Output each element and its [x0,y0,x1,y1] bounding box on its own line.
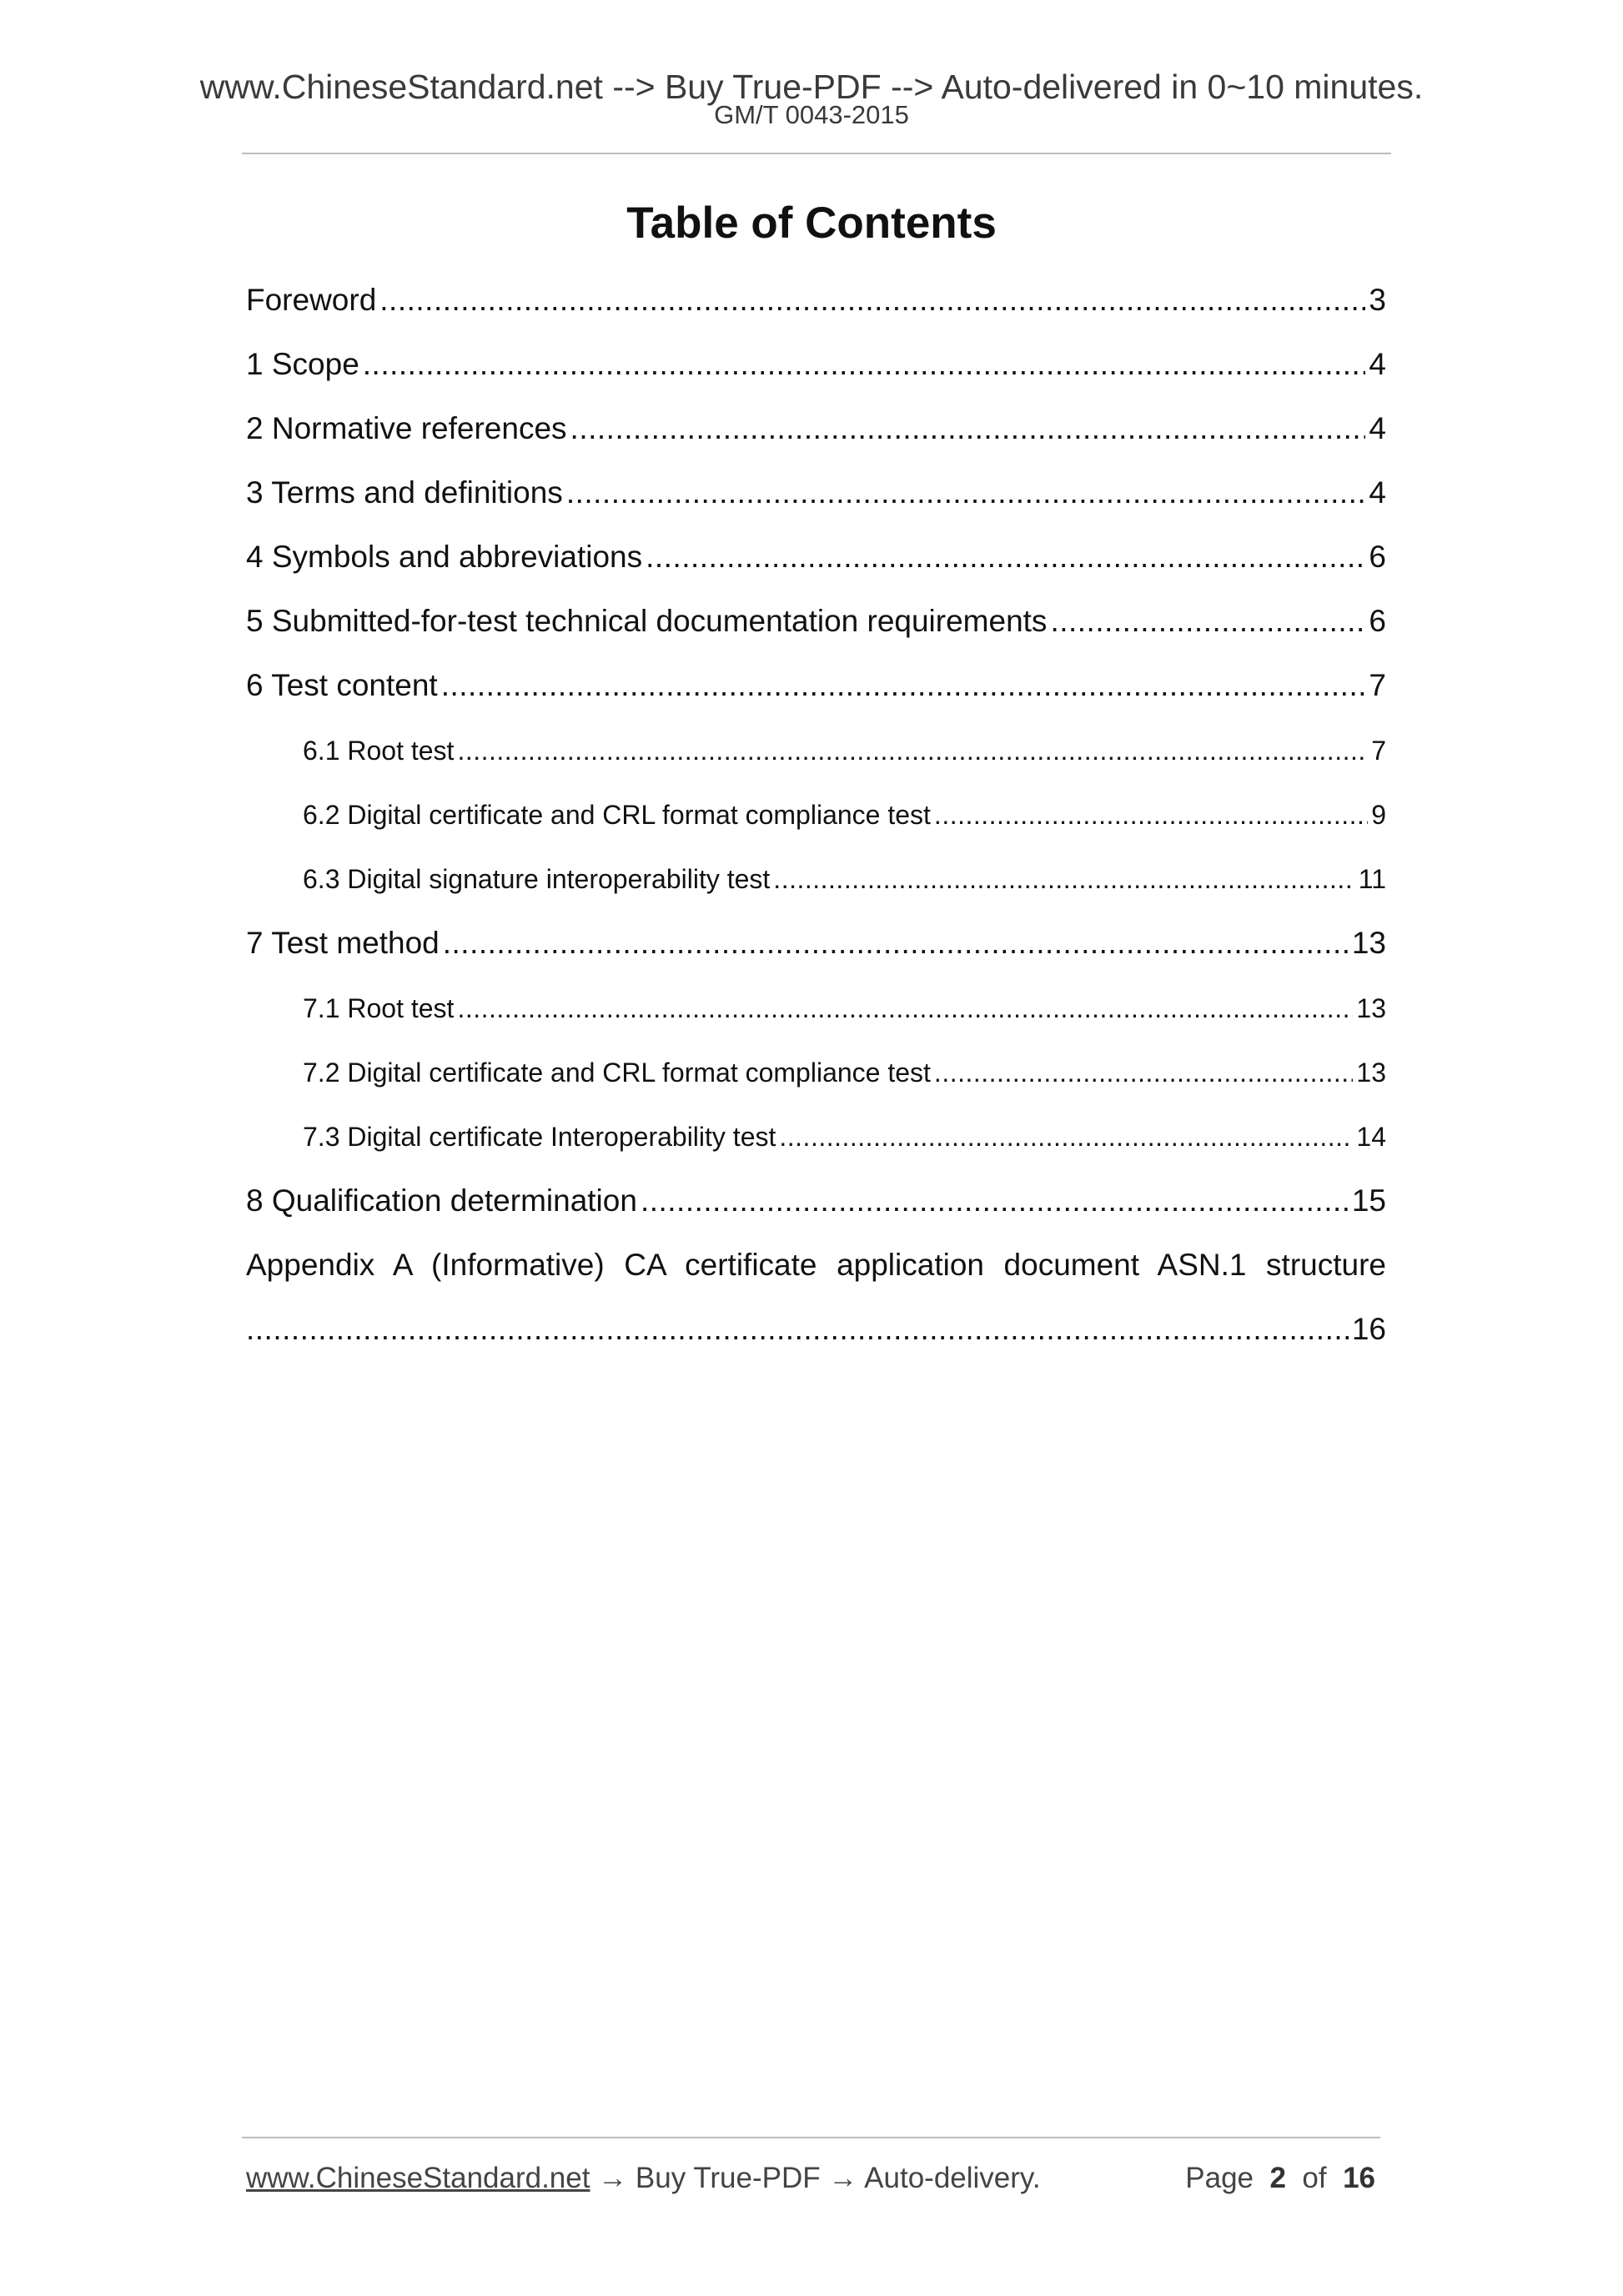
toc-entry-page: 4 [1369,411,1386,445]
page-title: Table of Contents [626,198,997,248]
toc-entry-page: 4 [1369,347,1386,381]
page-counter [1185,2162,1375,2195]
toc-entry-7-3-interoperability[interactable] [303,1121,1386,1153]
toc-entry-7-2-format-compliance[interactable] [303,1057,1386,1088]
toc-entry-label: 7 Test method [246,926,440,960]
toc-entry-page: 7 [1369,668,1386,702]
toc-entry-page: 14 [1356,1122,1386,1152]
toc-entry-label: 7.1 Root test [303,993,455,1023]
toc-entry-label: 6.1 Root test [303,736,455,766]
toc-entry-foreword[interactable] [246,282,1386,319]
toc-entry-appendix-a[interactable]: Appendix A (Informative) CA certificate application document ASN.1 structure [246,1248,1386,1282]
toc-entry-label: 7.2 Digital certificate and CRL format compliance test [303,1058,931,1088]
toc-entry-page: 6 [1369,604,1386,638]
toc-entry-page: 4 [1369,475,1386,510]
toc-entry-label: 4 Symbols and abbreviations [246,540,643,574]
standard-number: GM/T 0043-2015 [714,100,909,129]
toc-entry-page: 15 [1351,1183,1386,1218]
toc-entry-label: 8 Qualification determination [246,1183,637,1218]
page-total: 16 [1343,2162,1375,2194]
toc-entry-6-3-interoperability[interactable] [303,863,1386,895]
toc-entry-normative-references[interactable] [246,410,1386,447]
toc-entry-page: 13 [1356,1058,1386,1088]
toc-entry-7-1-root-test[interactable] [303,992,1386,1024]
toc-entry-label: 6.3 Digital signature interoperability test [303,864,771,894]
toc-entry-6-1-root-test[interactable] [303,735,1386,766]
toc-entry-label: 5 Submitted-for-test technical documentation requirements [246,604,1048,638]
toc-entry-page: 7 [1371,736,1386,766]
toc-entry-page: 6 [1369,540,1386,574]
toc-entry-label: 3 Terms and definitions [246,475,563,510]
toc-entry-page: 13 [1351,926,1386,960]
toc-entry-label: 6 Test content [246,668,438,702]
toc-entry-appendix-a-page[interactable] [246,1311,1386,1348]
toc-entry-test-content[interactable] [246,667,1386,704]
toc-entry-6-2-format-compliance[interactable] [303,799,1386,831]
toc-entry-documentation-requirements[interactable] [246,603,1386,640]
toc-entry-page: 3 [1369,283,1386,317]
toc-entry-page: 13 [1356,993,1386,1023]
footer-promo [246,2162,1041,2195]
top-banner: www.ChineseStandard.net --> Buy True-PDF --> Auto-delivered in 0~10 minutes. [199,68,1424,106]
toc-entry-label: 1 Scope [246,347,359,381]
toc-entry-label: Foreword [246,283,377,317]
toc-entry-terms-definitions[interactable] [246,475,1386,511]
page-label: Page [1185,2162,1254,2194]
toc-entry-label: 6.2 Digital certificate and CRL format compliance test [303,800,931,830]
toc-entry-qualification[interactable] [246,1183,1386,1219]
toc-entry-page: 9 [1371,800,1386,830]
toc-entry-symbols-abbreviations[interactable] [246,539,1386,575]
footer-tail: → Buy True-PDF → Auto-delivery. [590,2162,1041,2194]
toc-entry-test-method[interactable] [246,925,1386,962]
footer-link[interactable]: www.ChineseStandard.net [246,2162,590,2194]
header-divider [242,153,1391,154]
toc-entry-page: 11 [1358,864,1386,894]
toc-entry-label: 2 Normative references [246,411,567,445]
toc-entry-scope[interactable] [246,346,1386,383]
toc-entry-page: 16 [1351,1312,1386,1346]
footer-divider [242,2137,1380,2138]
page-current: 2 [1269,2162,1286,2194]
toc-entry-label: 7.3 Digital certificate Interoperability test [303,1122,776,1152]
of-label: of [1302,2162,1327,2194]
